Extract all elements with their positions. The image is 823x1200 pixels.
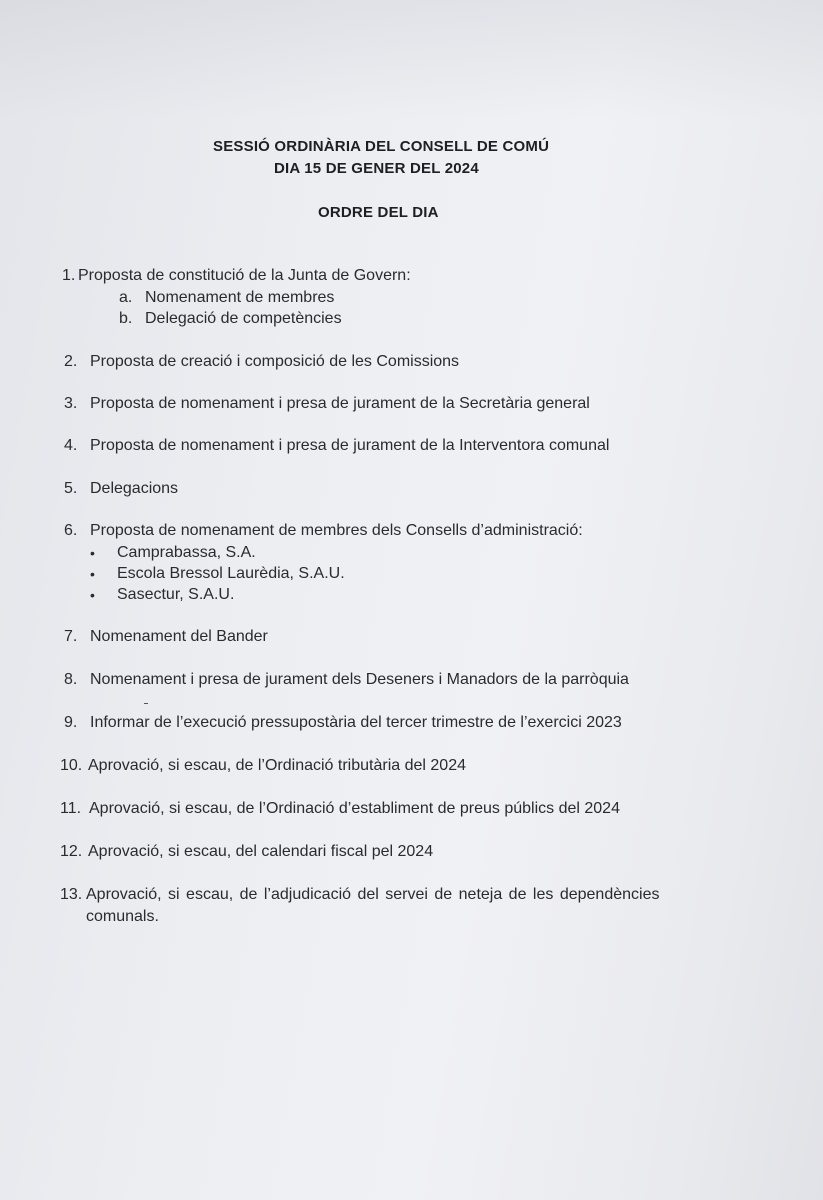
page-shadow (0, 0, 823, 120)
bullet-icon: • (90, 566, 95, 582)
item-number: 13. (60, 886, 83, 903)
item-number: 11. (60, 800, 82, 817)
item-text: Nomenament del Bander (90, 628, 268, 645)
item-number: 3. (64, 395, 78, 412)
bullet-icon: • (90, 545, 95, 561)
document-date: DIA 15 DE GENER DEL 2024 (274, 160, 479, 177)
item-number: 9. (64, 714, 78, 731)
item-text: Aprovació, si escau, de l’Ordinació tributària del 2024 (88, 757, 466, 774)
subitem-text: Camprabassa, S.A. (117, 544, 256, 561)
item-number: 4. (64, 437, 78, 454)
document-title: SESSIÓ ORDINÀRIA DEL CONSELL DE COMÚ (213, 138, 550, 155)
item-text: Aprovació, si escau, del calendari fiscal pel 2024 (88, 843, 434, 860)
subitem-text: Escola Bressol Laurèdia, S.A.U. (117, 565, 345, 582)
bullet-icon: • (90, 587, 95, 603)
item-number: 6. (64, 522, 78, 539)
item-text: Informar de l’execució pressupostària del tercer trimestre de l’exercici 2023 (90, 714, 622, 731)
subitem-text: Nomenament de membres (145, 289, 335, 306)
item-text: Nomenament i presa de jurament dels Deseners i Manadors de la parròquia (90, 671, 629, 688)
agenda-heading: ORDRE DEL DIA (318, 204, 439, 221)
item-number: 8. (64, 671, 78, 688)
item-text: Proposta de creació i composició de les Comissions (90, 353, 460, 370)
item-text: Proposta de nomenament i presa de jurament de la Interventora comunal (90, 437, 610, 454)
item-number: 12. (60, 843, 83, 860)
subitem-text: Sasectur, S.A.U. (117, 586, 235, 603)
subitem-marker: a. (119, 289, 133, 306)
item-number: 5. (64, 480, 78, 497)
subitem-marker: b. (119, 310, 133, 327)
item-text: Proposta de nomenament de membres dels Consells d’administració: (90, 522, 583, 539)
item-number: 10. (60, 757, 83, 774)
item-text-continued: comunals. (86, 908, 159, 925)
pen-mark (144, 703, 148, 704)
item-text: Aprovació, si escau, de l’Ordinació d’establiment de preus públics del 2024 (89, 800, 620, 817)
item-text: Proposta de nomenament i presa de jurament de la Secretària general (90, 395, 590, 412)
item-number: 2. (64, 353, 78, 370)
item-text: Proposta de constitució de la Junta de Govern: (78, 267, 411, 284)
item-text: Delegacions (90, 480, 179, 497)
item-number: 7. (64, 628, 78, 645)
item-text: Aprovació, si escau, de l’adjudicació del servei de neteja de les dependències (86, 886, 660, 903)
item-number: 1. (62, 267, 76, 284)
subitem-text: Delegació de competències (145, 310, 342, 327)
